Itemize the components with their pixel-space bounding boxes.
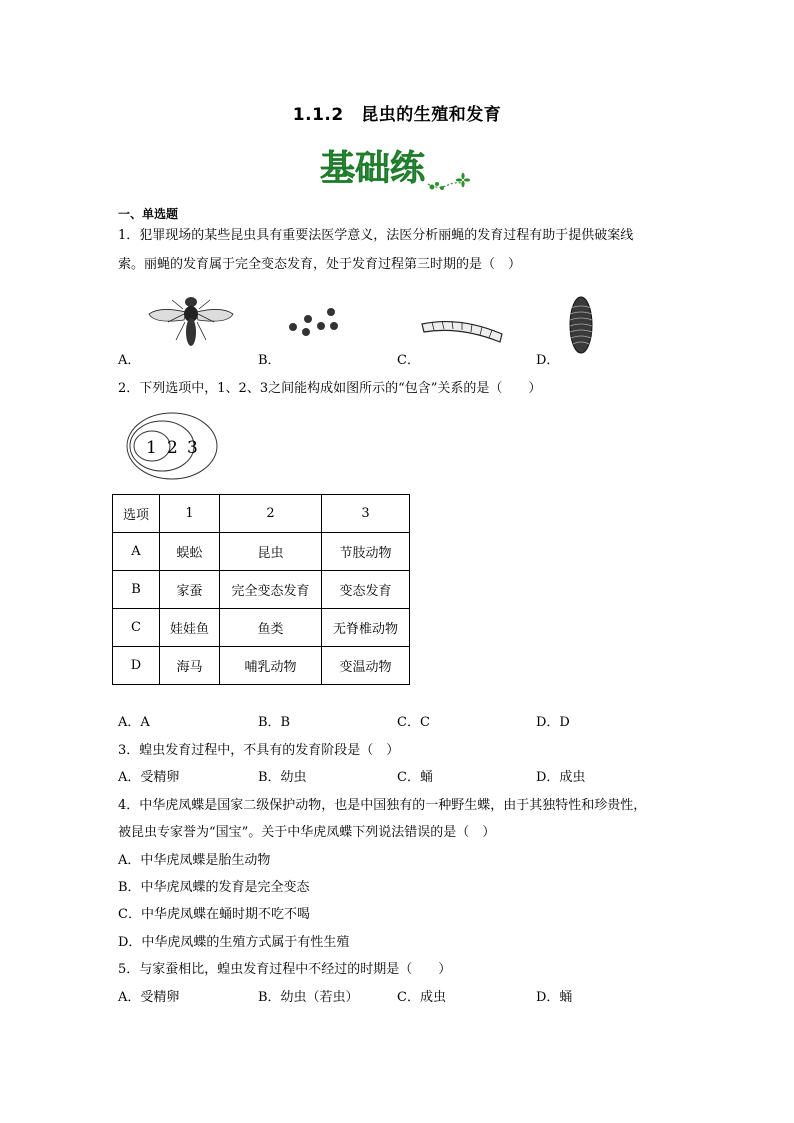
table-header-cell: 选项 (113, 495, 160, 533)
q2-option-c[interactable]: C．C (397, 715, 430, 730)
table-header-row (113, 495, 410, 533)
section-heading: 一、单选题 (118, 207, 179, 221)
table-row (113, 533, 410, 571)
q2-option-b[interactable]: B．B (258, 715, 291, 730)
q1-option-c[interactable]: C． (397, 353, 420, 368)
table-cell: 鱼类 (220, 609, 322, 647)
nested-circles-diagram (124, 411, 224, 483)
q3-option-c[interactable]: C．蛹 (397, 770, 433, 785)
q4-text-line1: 4．中华虎凤蝶是国家二级保护动物，也是中国独有的一种野生蝶，由于其独特性和珍贵性， (118, 798, 647, 813)
page-title: 1.1.2 昆虫的生殖和发育 (292, 105, 502, 125)
table-cell: 节肢动物 (322, 533, 410, 571)
table-row (113, 609, 410, 647)
q4-option-c[interactable]: C．中华虎凤蝶在蛹时期不吃不喝 (118, 907, 310, 922)
table-header-cell: 1 (160, 495, 220, 533)
q4-option-a[interactable]: A．中华虎凤蝶是胎生动物 (118, 853, 271, 868)
q3-option-d[interactable]: D．成虫 (536, 770, 586, 785)
larva-icon (418, 312, 506, 348)
table-row (113, 571, 410, 609)
pupa-icon (563, 294, 599, 356)
table-cell: B (113, 571, 160, 609)
q3-option-a[interactable]: A．受精卵 (118, 770, 180, 785)
q2-table (112, 494, 410, 685)
circle-label-1: 1 (146, 438, 157, 458)
q5-option-b[interactable]: B．幼虫（若虫） (258, 990, 359, 1005)
circle-label-2: 2 (167, 438, 178, 458)
q1-text-line1: 1．犯罪现场的某些昆虫具有重要法医学意义，法医分析丽蝇的发育过程有助于提供破案线 (118, 228, 634, 243)
table-cell: 昆虫 (220, 533, 322, 571)
table-cell: 变态发育 (322, 571, 410, 609)
table-cell: 哺乳动物 (220, 647, 322, 685)
q2-text: 2．下列选项中，1、2、3之间能构成如图所示的“包含”关系的是（ ） (118, 381, 542, 396)
table-cell: 娃娃鱼 (160, 609, 220, 647)
table-cell: 变温动物 (322, 647, 410, 685)
q2-option-d[interactable]: D．D (536, 715, 570, 730)
q1-option-d[interactable]: D． (536, 353, 560, 368)
table-cell: 完全变态发育 (220, 571, 322, 609)
q3-option-b[interactable]: B．幼虫 (258, 770, 307, 785)
table-row (113, 647, 410, 685)
flower-icon (456, 173, 470, 187)
table-cell: 家蚕 (160, 571, 220, 609)
banner-graphic (320, 146, 480, 196)
q5-option-a[interactable]: A．受精卵 (118, 990, 180, 1005)
circle-label-3: 3 (187, 438, 198, 458)
q1-option-b[interactable]: B． (258, 353, 281, 368)
table-cell: C (113, 609, 160, 647)
table-cell: D (113, 647, 160, 685)
q4-option-b[interactable]: B．中华虎凤蝶的发育是完全变态 (118, 880, 310, 895)
table-cell: 无脊椎动物 (322, 609, 410, 647)
q1-text-line2: 索。丽蝇的发育属于完全变态发育，处于发育过程第三时期的是（ ） (118, 257, 522, 272)
q2-option-a[interactable]: A．A (118, 715, 150, 730)
eggs-icon (284, 300, 344, 340)
banner-text: 基础练 (320, 149, 426, 189)
table-header-cell: 3 (322, 495, 410, 533)
table-cell: A (113, 533, 160, 571)
q5-text: 5．与家蚕相比，蝗虫发育过程中不经过的时期是（ ） (118, 962, 452, 977)
table-cell: 蜈蚣 (160, 533, 220, 571)
q4-option-d[interactable]: D．中华虎凤蝶的生殖方式属于有性生殖 (118, 935, 350, 950)
table-header-cell: 2 (220, 495, 322, 533)
banner (320, 146, 480, 200)
fly-adult-icon (146, 292, 236, 354)
q3-text: 3．蝗虫发育过程中，不具有的发育阶段是（ ） (118, 743, 400, 758)
table-cell: 海马 (160, 647, 220, 685)
q4-text-line2: 被昆虫专家誉为“国宝”。关于中华虎凤蝶下列说法错误的是（ ） (118, 825, 496, 840)
q5-option-d[interactable]: D．蛹 (536, 990, 573, 1005)
q5-option-c[interactable]: C．成虫 (397, 990, 446, 1005)
q1-option-a[interactable]: A． (118, 353, 141, 368)
